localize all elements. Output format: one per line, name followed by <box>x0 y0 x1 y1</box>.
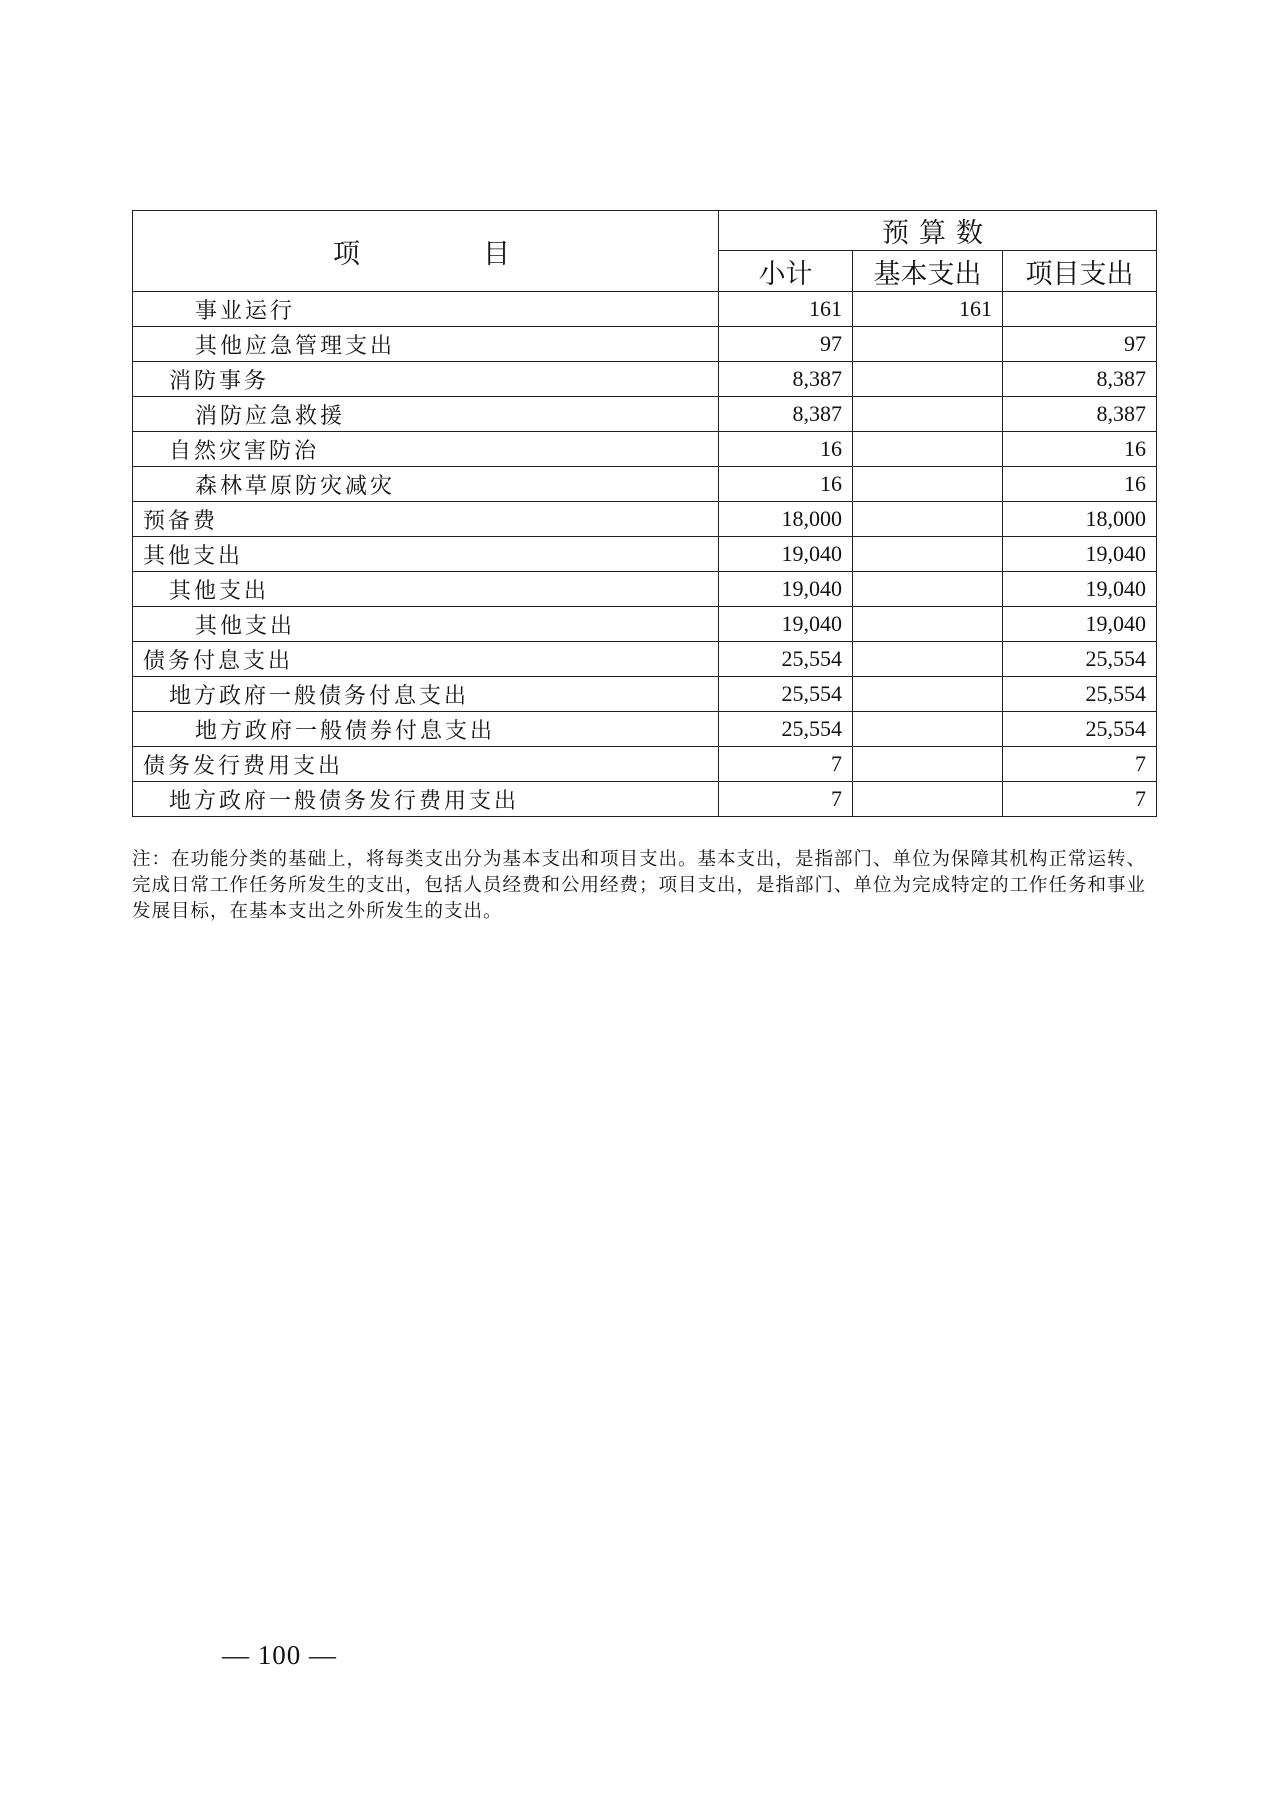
row-project-expenditure: 25,554 <box>1003 642 1157 677</box>
table-row <box>133 362 1157 397</box>
row-project-expenditure: 97 <box>1003 327 1157 362</box>
row-subtotal: 19,040 <box>719 607 853 642</box>
table-row <box>133 642 1157 677</box>
row-project-expenditure: 8,387 <box>1003 397 1157 432</box>
row-subtotal: 8,387 <box>719 397 853 432</box>
row-basic-expenditure <box>853 607 1003 642</box>
row-subtotal: 18,000 <box>719 502 853 537</box>
row-label: 其他支出 <box>133 572 719 607</box>
row-project-expenditure: 7 <box>1003 782 1157 817</box>
row-subtotal: 19,040 <box>719 572 853 607</box>
row-project-expenditure: 25,554 <box>1003 712 1157 747</box>
header-basic-expenditure: 基本支出 <box>853 251 1003 292</box>
table-row <box>133 292 1157 327</box>
row-basic-expenditure <box>853 572 1003 607</box>
row-basic-expenditure <box>853 467 1003 502</box>
row-label: 事业运行 <box>133 292 719 327</box>
table-header <box>133 211 1157 292</box>
header-budget: 预算数 <box>719 211 1157 251</box>
row-basic-expenditure <box>853 397 1003 432</box>
row-basic-expenditure <box>853 502 1003 537</box>
row-label: 其他支出 <box>133 537 719 572</box>
table-row <box>133 782 1157 817</box>
row-label: 自然灾害防治 <box>133 432 719 467</box>
row-basic-expenditure <box>853 747 1003 782</box>
row-project-expenditure: 25,554 <box>1003 677 1157 712</box>
row-basic-expenditure <box>853 362 1003 397</box>
table-body <box>133 292 1157 817</box>
page-number: — 100 — <box>222 1640 337 1670</box>
row-basic-expenditure <box>853 712 1003 747</box>
row-label: 消防事务 <box>133 362 719 397</box>
row-subtotal: 19,040 <box>719 537 853 572</box>
row-subtotal: 7 <box>719 747 853 782</box>
row-label: 其他支出 <box>133 607 719 642</box>
row-subtotal: 161 <box>719 292 853 327</box>
row-label: 森林草原防灾减灾 <box>133 467 719 502</box>
row-project-expenditure: 19,040 <box>1003 537 1157 572</box>
row-basic-expenditure <box>853 432 1003 467</box>
row-subtotal: 7 <box>719 782 853 817</box>
row-basic-expenditure <box>853 677 1003 712</box>
row-label: 地方政府一般债务发行费用支出 <box>133 782 719 817</box>
header-item: 项 目 <box>133 211 719 292</box>
table-row <box>133 607 1157 642</box>
row-basic-expenditure <box>853 782 1003 817</box>
table-row <box>133 747 1157 782</box>
row-basic-expenditure <box>853 327 1003 362</box>
row-subtotal: 16 <box>719 432 853 467</box>
row-label: 预备费 <box>133 502 719 537</box>
table-row <box>133 397 1157 432</box>
row-label: 地方政府一般债务付息支出 <box>133 677 719 712</box>
row-project-expenditure <box>1003 292 1157 327</box>
row-subtotal: 16 <box>719 467 853 502</box>
row-project-expenditure: 16 <box>1003 467 1157 502</box>
row-subtotal: 25,554 <box>719 712 853 747</box>
row-label: 其他应急管理支出 <box>133 327 719 362</box>
row-subtotal: 97 <box>719 327 853 362</box>
row-basic-expenditure <box>853 642 1003 677</box>
table-row <box>133 712 1157 747</box>
row-project-expenditure: 7 <box>1003 747 1157 782</box>
row-subtotal: 8,387 <box>719 362 853 397</box>
row-label: 地方政府一般债券付息支出 <box>133 712 719 747</box>
table-row <box>133 502 1157 537</box>
table-row <box>133 572 1157 607</box>
table-row <box>133 327 1157 362</box>
header-project-expenditure: 项目支出 <box>1003 251 1157 292</box>
row-basic-expenditure: 161 <box>853 292 1003 327</box>
row-project-expenditure: 19,040 <box>1003 572 1157 607</box>
row-project-expenditure: 16 <box>1003 432 1157 467</box>
footnote: 注：在功能分类的基础上，将每类支出分为基本支出和项目支出。基本支出，是指部门、单位为保障其机构正常运转、完成日常工作任务所发生的支出，包括人员经费和公用经费；项目支出，是指部门、单位为完成特定的工作任务和事业发展目标，在基本支出之外所发生的支出。 <box>132 849 1147 922</box>
budget-table <box>132 210 1157 817</box>
table-row <box>133 537 1157 572</box>
row-project-expenditure: 19,040 <box>1003 607 1157 642</box>
row-subtotal: 25,554 <box>719 642 853 677</box>
row-label: 债务付息支出 <box>133 642 719 677</box>
row-label: 消防应急救援 <box>133 397 719 432</box>
header-subtotal: 小计 <box>719 251 853 292</box>
table-row <box>133 677 1157 712</box>
row-project-expenditure: 18,000 <box>1003 502 1157 537</box>
row-basic-expenditure <box>853 537 1003 572</box>
table-row <box>133 432 1157 467</box>
row-project-expenditure: 8,387 <box>1003 362 1157 397</box>
table-row <box>133 467 1157 502</box>
row-subtotal: 25,554 <box>719 677 853 712</box>
row-label: 债务发行费用支出 <box>133 747 719 782</box>
